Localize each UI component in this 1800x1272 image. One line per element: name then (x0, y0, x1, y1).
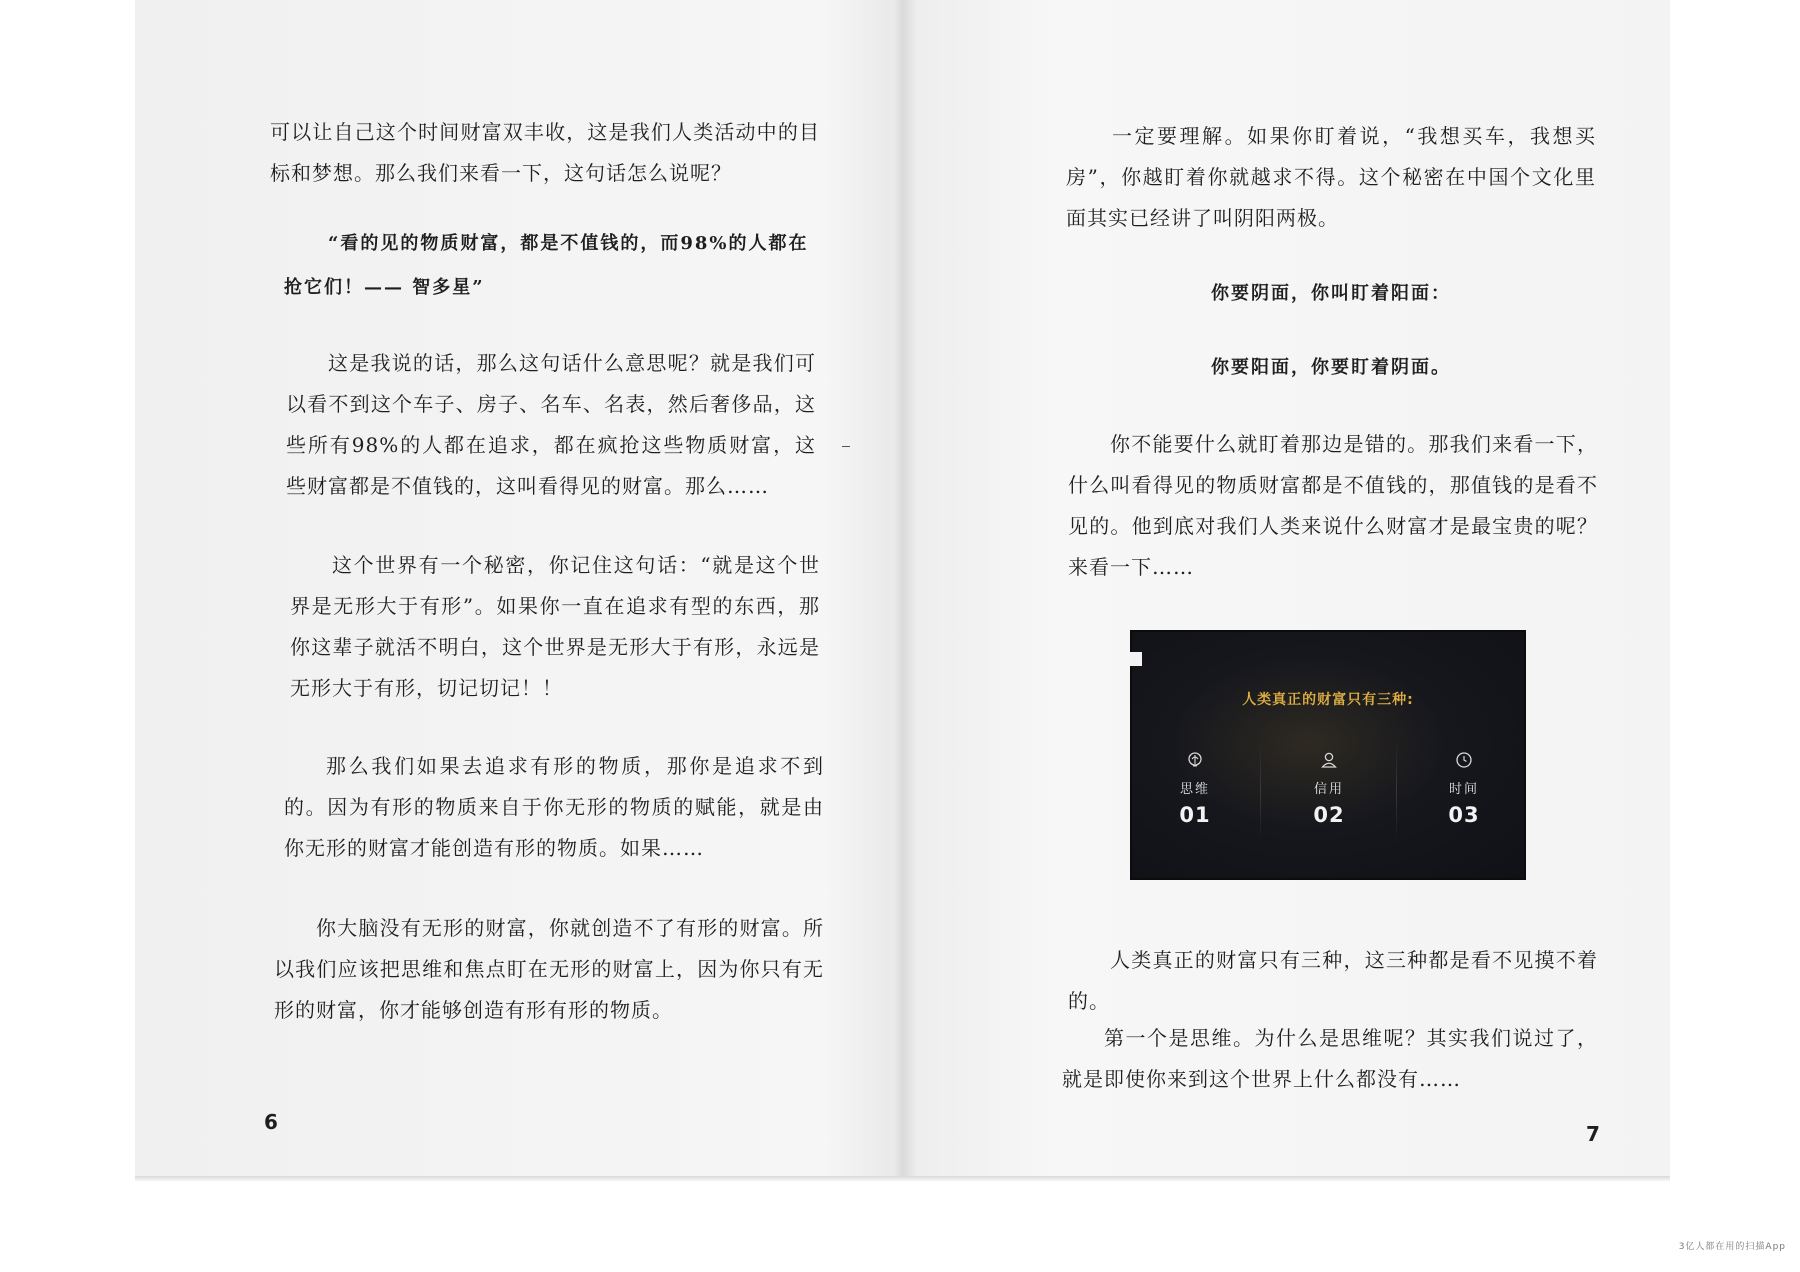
right-quote-line-2: 你要阳面，你要盯着阴面。 (1211, 357, 1451, 378)
figure-item-label: 时间 (1448, 782, 1479, 797)
left-paragraph-4: 那么我们如果去追求有形的物质，那你是追求不到的。因为有形的物质来自于你无形的物质的赋能，就是由你无形的财富才能创造有形的物质。如果…… (284, 754, 824, 860)
figure-title: 人类真正的财富只有三种: (1242, 692, 1414, 708)
figure-item-number: 02 (1313, 803, 1345, 827)
figure-item-credit (1269, 750, 1389, 827)
scanner-watermark: 3亿人都在用的扫描App (1678, 1242, 1786, 1252)
figure-item-number: 01 (1179, 803, 1211, 827)
left-paragraph-3: 这个世界有一个秘密，你记住这句话：“就是这个世界是无形大于有形”。如果你一直在追求有型的东西，那你这辈子就活不明白，这个世界是无形大于有形，永远是无形大于有形，切记切记！！ (290, 553, 820, 700)
figure-divider (1396, 740, 1397, 840)
person-icon (1269, 750, 1389, 770)
figure-divider (1260, 740, 1261, 840)
left-paragraph-2: 这是我说的话，那么这句话什么意思呢？就是我们可以看不到这个车子、房子、名车、名表，然后奢侈品，这些所有98%的人都在追求，都在疯抢这些物质财富，这些财富都是不值钱的，这叫看得见的财富。那么…… (286, 351, 816, 498)
clock-icon (1404, 750, 1524, 770)
right-paragraph-4: 第一个是思维。为什么是思维呢？其实我们说过了，就是即使你来到这个世界上什么都没有…… (1062, 1026, 1598, 1091)
margin-mark (842, 446, 850, 447)
wealth-figure (1130, 630, 1526, 880)
figure-notch (1130, 652, 1142, 666)
right-page-number: 7 (1586, 1122, 1600, 1146)
left-paragraph-1: 可以让自己这个时间财富双丰收，这是我们人类活动中的目标和梦想。那么我们来看一下，这句话怎么说呢？ (270, 120, 820, 185)
left-paragraph-5: 你大脑没有无形的财富，你就创造不了有形的财富。所以我们应该把思维和焦点盯在无形的财富上，因为你只有无形的财富，你才能够创造有形有形的物质。 (274, 916, 824, 1022)
brain-icon (1135, 750, 1255, 770)
figure-item-label: 信用 (1313, 782, 1344, 797)
right-paragraph-2: 你不能要什么就盯着那边是错的。那我们来看一下，什么叫看得见的物质财富都是不值钱的，那值钱的是看不见的。他到底对我们人类来说什么财富才是最宝贵的呢？来看一下…… (1068, 432, 1598, 579)
spread-shadow (135, 1176, 1670, 1182)
figure-item-time (1404, 750, 1524, 827)
right-quote-line-1: 你要阴面，你叫盯着阳面： (1211, 283, 1451, 304)
figure-item-thinking (1135, 750, 1255, 827)
right-paragraph-3: 人类真正的财富只有三种，这三种都是看不见摸不着的。 (1068, 948, 1598, 1013)
figure-item-label: 思维 (1179, 782, 1210, 797)
right-paragraph-1: 一定要理解。如果你盯着说，“我想买车，我想买房”，你越盯着你就越求不得。这个秘密在中国个文化里面其实已经讲了叫阴阳两极。 (1066, 124, 1596, 230)
figure-item-number: 03 (1448, 803, 1480, 827)
left-quote: “看的见的物质财富，都是不值钱的，而98%的人都在抢它们！—— 智多星” (284, 233, 809, 298)
left-page-number: 6 (264, 1110, 278, 1134)
